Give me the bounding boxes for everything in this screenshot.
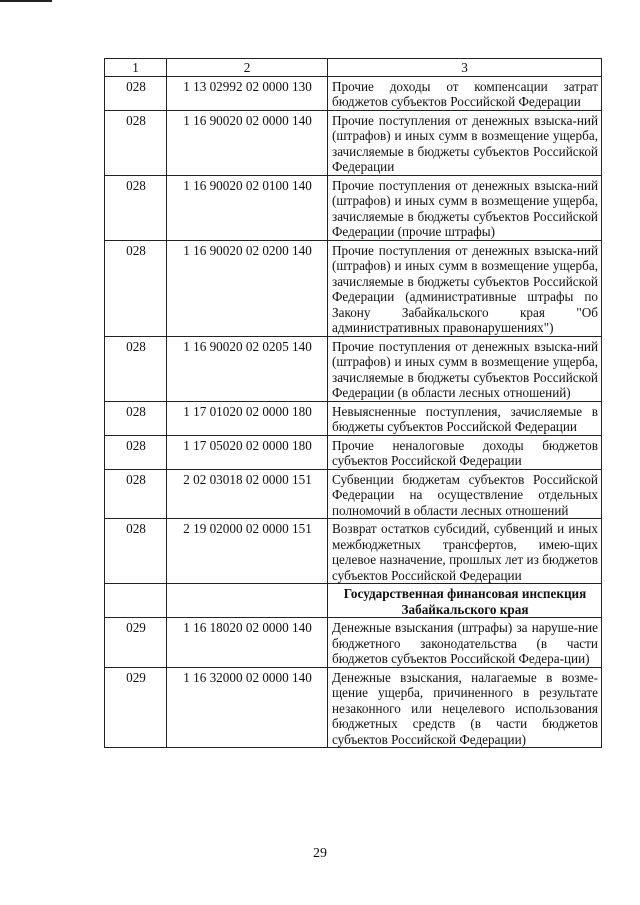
section-heading-row [105, 584, 602, 618]
top-edge-rule [0, 0, 52, 2]
table-row [105, 336, 602, 401]
admin-code-cell: 028 [105, 110, 167, 175]
revenue-name-cell: Прочие неналоговые доходы бюджетов субъектов Российской Федерации [328, 435, 602, 469]
budget-code-cell: 1 13 02992 02 0000 130 [167, 76, 328, 110]
budget-code-cell: 1 16 90020 02 0100 140 [167, 175, 328, 240]
revenue-codes-table [104, 58, 602, 748]
budget-code-cell: 1 16 90020 02 0205 140 [167, 336, 328, 401]
page-number: 29 [313, 846, 327, 861]
admin-code-cell: 028 [105, 435, 167, 469]
budget-code-cell: 1 17 01020 02 0000 180 [167, 401, 328, 435]
column-header-admin: 1 [105, 59, 167, 77]
table-header-row [105, 59, 602, 77]
revenue-name-cell: Возврат остатков субсидий, субвенций и иных межбюджетных трансфертов, имею-щих целевое назначение, прошлых лет из бюджетов субъектов Российской Федерации [328, 519, 602, 584]
budget-code-cell: 1 16 32000 02 0000 140 [167, 667, 328, 748]
table-row [105, 435, 602, 469]
admin-code-cell: 028 [105, 76, 167, 110]
empty-cell [105, 584, 167, 618]
budget-code-cell: 1 17 05020 02 0000 180 [167, 435, 328, 469]
table-row [105, 469, 602, 519]
table-row [105, 519, 602, 584]
table-row [105, 401, 602, 435]
budget-code-cell: 2 19 02000 02 0000 151 [167, 519, 328, 584]
revenue-name-cell: Невыясненные поступления, зачисляемые в бюджеты субъектов Российской Федерации [328, 401, 602, 435]
revenue-name-cell: Прочие поступления от денежных взыска-ний (штрафов) и иных сумм в возмещение ущерба, зачисляемые в бюджеты субъектов Российской Федерации (прочие штрафы) [328, 175, 602, 240]
revenue-name-cell: Прочие поступления от денежных взыска-ний (штрафов) и иных сумм в возмещение ущерба, зачисляемые в бюджеты субъектов Российской Федерации (в области лесных отношений) [328, 336, 602, 401]
table-row [105, 667, 602, 748]
table-row [105, 240, 602, 336]
admin-code-cell: 028 [105, 401, 167, 435]
revenue-name-cell: Субвенции бюджетам субъектов Российской Федерации на осуществление отдельных полномочий в области лесных отношений [328, 469, 602, 519]
budget-code-cell: 1 16 90020 02 0000 140 [167, 110, 328, 175]
admin-code-cell: 028 [105, 336, 167, 401]
column-header-code: 2 [167, 59, 328, 77]
revenue-name-cell: Прочие доходы от компенсации затрат бюджетов субъектов Российской Федерации [328, 76, 602, 110]
column-header-name: 3 [328, 59, 602, 77]
budget-code-cell: 2 02 03018 02 0000 151 [167, 469, 328, 519]
admin-code-cell: 029 [105, 618, 167, 668]
table-row [105, 175, 602, 240]
budget-code-cell: 1 16 90020 02 0200 140 [167, 240, 328, 336]
revenue-name-cell: Денежные взыскания, налагаемые в возме-щение ущерба, причиненного в результате незаконного или нецелевого использования бюджетных средств (в части бюджетов субъектов Российской Федерации) [328, 667, 602, 748]
section-title: Государственная финансовая инспекция Забайкальского края [328, 584, 602, 618]
admin-code-cell: 028 [105, 240, 167, 336]
table-row [105, 110, 602, 175]
revenue-name-cell: Прочие поступления от денежных взыска-ний (штрафов) и иных сумм в возмещение ущерба, зачисляемые в бюджеты субъектов Российской Федерации (административные штрафы по Закону Забайкальского края "Об административных правонарушениях") [328, 240, 602, 336]
table-row [105, 618, 602, 668]
admin-code-cell: 029 [105, 667, 167, 748]
admin-code-cell: 028 [105, 519, 167, 584]
admin-code-cell: 028 [105, 175, 167, 240]
revenue-name-cell: Прочие поступления от денежных взыска-ний (штрафов) и иных сумм в возмещение ущерба, зачисляемые в бюджеты субъектов Российской Федерации [328, 110, 602, 175]
budget-code-cell: 1 16 18020 02 0000 140 [167, 618, 328, 668]
admin-code-cell: 028 [105, 469, 167, 519]
revenue-name-cell: Денежные взыскания (штрафы) за наруше-ние бюджетного законодательства (в части бюджетов субъектов Российской Федера-ции) [328, 618, 602, 668]
table-row [105, 76, 602, 110]
empty-cell [167, 584, 328, 618]
